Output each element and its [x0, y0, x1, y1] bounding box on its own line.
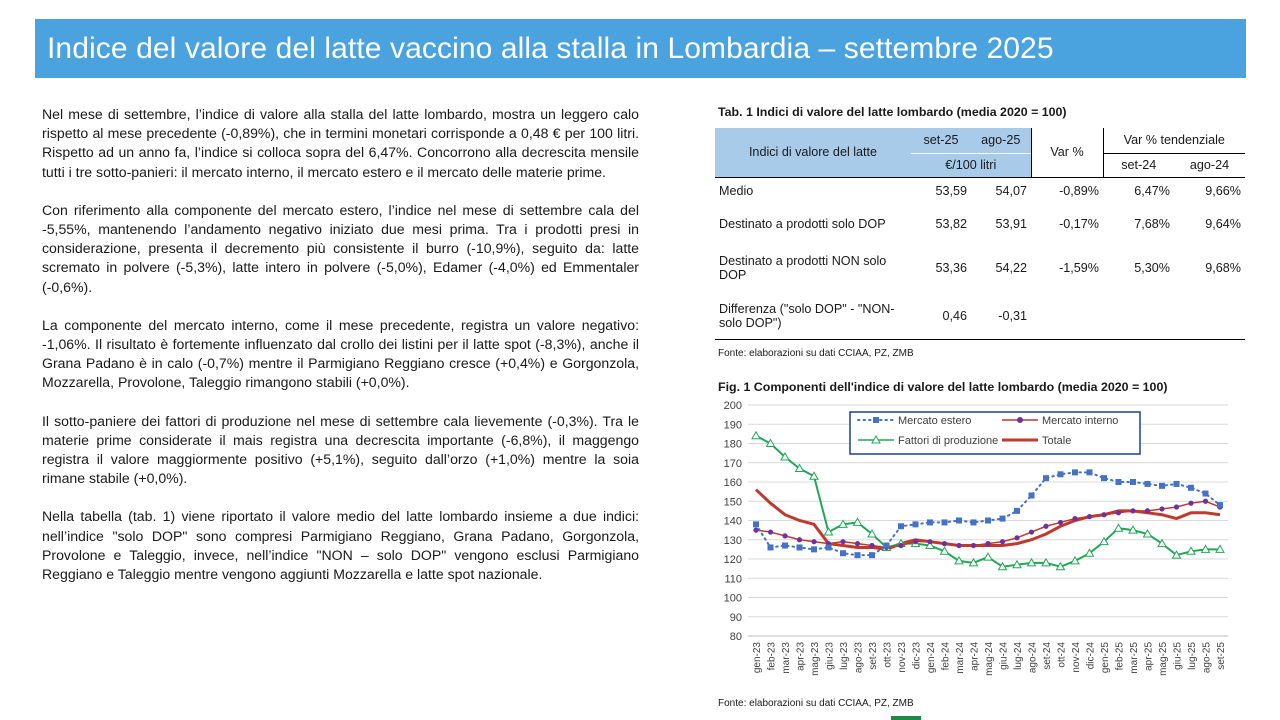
row-set24: 6,47% — [1134, 183, 1170, 198]
table-row — [715, 177, 1245, 204]
data-point — [1014, 535, 1019, 540]
data-point — [811, 539, 816, 544]
paragraph-domestic-market: La componente del mercato interno, come il mese precedente, registra un valore negativo: -1,06%. Il risultato è fortemente influenzato dal crollo dei listini per il latte spot (-8,3%), anche il Grana Padano è in calo (-0,7%) mentre il Parmigiano Reggiano cresce (+0,4%) e Gorgonzola, Mozzarella, Provolone, Taleggio rimangono stabili (+0,0%). — [42, 316, 639, 391]
x-tick-label: lug-23 — [839, 642, 850, 670]
row-set24: 5,30% — [1134, 261, 1170, 275]
x-tick-label: giu-25 — [1172, 642, 1184, 670]
row-label: Medio — [719, 183, 754, 198]
line-chart — [712, 397, 1240, 691]
data-point — [753, 521, 759, 527]
row-ago25: 54,07 — [995, 183, 1027, 198]
row-ago24: 9,66% — [1205, 183, 1241, 198]
figure-title: Fig. 1 Componenti dell'indice di valore del latte lombardo (media 2020 = 100) — [718, 380, 1168, 394]
x-tick-label: giu-24 — [998, 642, 1010, 670]
table-row — [715, 204, 1245, 243]
data-point — [840, 539, 845, 544]
data-point — [840, 550, 846, 556]
x-tick-label: ott-24 — [1056, 642, 1068, 668]
table-header-row-1 — [715, 128, 1245, 153]
x-tick-label: mar-24 — [955, 642, 966, 674]
x-tick-label: feb-24 — [940, 642, 952, 671]
data-point — [797, 544, 803, 550]
data-point — [1087, 514, 1092, 519]
row-label: Destinato a prodotti solo DOP — [719, 216, 886, 231]
row-ago24: 9,68% — [1205, 261, 1241, 275]
data-point — [1130, 508, 1135, 513]
data-point — [1014, 508, 1020, 514]
figure-source: Fonte: elaborazioni su dati CCIAA, PZ, ZMB — [718, 698, 914, 709]
footer-accent — [891, 716, 921, 720]
data-point — [782, 533, 787, 538]
y-tick-label: 170 — [723, 457, 742, 470]
x-tick-label: set-24 — [1042, 642, 1053, 670]
legend-marker — [873, 417, 879, 423]
row-set25: 0,46 — [942, 308, 967, 323]
data-point — [1188, 501, 1193, 506]
x-tick-label: gen-24 — [926, 642, 937, 674]
x-tick-label: mar-25 — [1129, 642, 1140, 674]
x-tick-label: feb-23 — [766, 642, 778, 671]
data-point — [1101, 512, 1106, 517]
x-tick-label: ott-23 — [882, 642, 894, 668]
table-header-label: Indici di valore del latte — [715, 128, 911, 177]
table-header-set24: set-24 — [1103, 153, 1174, 177]
row-ago24: 9,64% — [1205, 216, 1241, 231]
x-tick-label: apr-23 — [795, 642, 807, 671]
y-tick-label: 120 — [723, 554, 742, 566]
paragraph-foreign-market: Con riferimento alla componente del mercato estero, l’indice nel mese di settembre cala del -5,55%, mantenendo l’andamento negativo iniziato due mesi prima. Tra i prodotti presi in considerazione, presenta il decremento più consistente il burro (-10,9%), seguito da: latte scremato in polvere (-5,3%), latte intero in polvere (-5,0%), Edamer (-4,0%) ed Emmentaler (-0,6%). — [42, 201, 639, 295]
data-point — [971, 519, 977, 525]
x-tick-label: apr-24 — [969, 642, 981, 671]
data-point — [768, 544, 774, 550]
data-point — [927, 539, 932, 544]
x-tick-label: set-25 — [1216, 642, 1227, 670]
row-set25: 53,59 — [935, 183, 967, 198]
data-point — [1043, 524, 1048, 529]
table-header-set25: set-25 — [911, 128, 971, 153]
data-point — [1203, 499, 1208, 504]
data-point — [869, 552, 875, 558]
row-var — [1031, 293, 1103, 339]
data-point — [956, 543, 961, 548]
table-source: Fonte: elaborazioni su dati CCIAA, PZ, ZMB — [718, 348, 914, 359]
data-point — [855, 552, 861, 558]
row-ago24 — [1174, 293, 1245, 339]
series-mercato-interno — [753, 499, 1222, 550]
x-tick-label: mar-23 — [781, 642, 792, 674]
data-point — [1087, 469, 1093, 475]
data-point — [782, 543, 788, 549]
x-tick-label: dic-23 — [911, 642, 923, 670]
data-point — [752, 432, 760, 439]
data-point — [1116, 479, 1122, 485]
table-header-ago24: ago-24 — [1189, 158, 1230, 172]
legend-label: Mercato estero — [898, 415, 972, 427]
data-point — [826, 544, 832, 550]
data-point — [855, 541, 860, 546]
data-point — [913, 539, 918, 544]
row-set24: 7,68% — [1134, 216, 1170, 231]
text-column — [42, 105, 639, 603]
data-point — [1029, 529, 1034, 534]
x-tick-label: nov-23 — [897, 642, 908, 673]
data-point — [753, 528, 758, 533]
x-tick-label: ago-25 — [1201, 642, 1213, 674]
data-point — [1188, 485, 1194, 491]
data-point — [985, 541, 990, 546]
page-title: Indice del valore del latte vaccino alla stalla in Lombardia – settembre 2025 — [47, 31, 1054, 65]
y-tick-label: 150 — [723, 496, 742, 509]
data-point — [768, 529, 773, 534]
chart-legend — [850, 412, 1140, 454]
data-point — [913, 521, 919, 527]
x-tick-label: lug-25 — [1187, 642, 1198, 670]
data-point — [1000, 539, 1005, 544]
data-point — [984, 553, 992, 560]
x-tick-label: gen-25 — [1100, 642, 1111, 674]
y-tick-label: 130 — [723, 534, 742, 547]
row-set25: 53,36 — [935, 261, 967, 275]
row-label: Destinato a prodotti NON solo DOP — [719, 254, 887, 282]
table-header-unit: €/100 litri — [911, 153, 1031, 177]
paragraph-summary: Nel mese di settembre, l’indice di valore alla stalla del latte lombardo, mostra un leggero calo rispetto al mese precedente (-0,89%), che in termini monetari corrisponde a 0,48 € per 100 litri. Rispetto ad un anno fa, l’indice si colloca sopra del 6,47%. Concorrono alla decrescita mensile tutti i tre sotto-panieri: il mercato interno, il mercato estero e il mercato delle materie prime. — [42, 106, 639, 180]
data-point — [869, 543, 874, 548]
data-point — [985, 518, 991, 524]
data-point — [898, 543, 903, 548]
paragraph-production-factors: Il sotto-paniere dei fattori di produzione nel mese di settembre cala lievemente (-0,3%). Tra le materie prime considerate il mais registra una decrescita importante (-6,8%), il maggengo registra il valore maggiormente positivo (+5,1%), seguito dall’orzo (+1,0%) mentre la soia rimane stabile (+0,0%). — [42, 412, 639, 487]
data-point — [884, 543, 890, 549]
x-tick-label: mag-23 — [810, 642, 821, 676]
row-var: -0,89% — [1059, 183, 1099, 198]
x-tick-label: feb-25 — [1114, 642, 1126, 671]
data-point — [811, 546, 817, 552]
data-point — [1217, 502, 1223, 508]
x-tick-label: mag-24 — [984, 642, 995, 676]
data-point — [971, 543, 976, 548]
data-point — [1101, 475, 1107, 481]
table-header-var: Var % — [1031, 128, 1103, 177]
row-set25: 53,82 — [935, 216, 967, 231]
x-tick-label: nov-24 — [1071, 642, 1082, 673]
x-tick-label: ago-24 — [1027, 642, 1039, 674]
data-point — [1145, 508, 1150, 513]
row-var: -1,59% — [1059, 261, 1099, 275]
data-point — [1159, 483, 1165, 489]
data-point — [1072, 516, 1077, 521]
table-header-ago25: ago-25 — [971, 128, 1031, 153]
y-tick-label: 100 — [723, 592, 742, 605]
row-label: Differenza ("solo DOP" - "NON-solo DOP") — [719, 301, 895, 330]
table-header-var-tend: Var % tendenziale — [1103, 128, 1245, 153]
paragraph-table-note: Nella tabella (tab. 1) viene riportato il valore medio del latte lombardo insieme a due indici: nell’indice "solo DOP" sono compresi Parmigiano Reggiano, Grana Padano, Gorgonzola, Provolone e Taleggio, invece, nell’indice "NON – solo DOP" vengono esclusi Parmigiano Reggiano e Taleggio mentre vengono aggiunti Mozzarella e latte spot nazionale. — [42, 508, 639, 583]
data-point — [1116, 510, 1121, 515]
row-var: -0,17% — [1059, 216, 1099, 231]
x-tick-label: giu-23 — [824, 642, 836, 670]
data-point — [1043, 475, 1049, 481]
data-point — [1058, 520, 1063, 525]
y-tick-label: 140 — [723, 515, 742, 528]
y-tick-label: 190 — [723, 419, 742, 432]
data-point — [927, 519, 933, 525]
y-tick-label: 200 — [723, 400, 742, 412]
y-tick-label: 160 — [723, 477, 742, 489]
x-tick-label: ago-23 — [853, 642, 865, 674]
y-tick-label: 110 — [724, 573, 742, 586]
row-set24 — [1103, 293, 1174, 339]
row-ago25: -0,31 — [998, 308, 1027, 323]
row-ago25: 54,22 — [995, 261, 1027, 275]
row-ago25: 53,91 — [995, 216, 1027, 231]
data-point — [1145, 481, 1151, 487]
x-tick-label: set-23 — [868, 642, 879, 670]
y-tick-label: 90 — [729, 611, 742, 624]
x-tick-label: apr-25 — [1143, 642, 1155, 671]
data-point — [1000, 516, 1006, 522]
x-tick-label: mag-25 — [1158, 642, 1169, 676]
legend-label: Mercato interno — [1042, 415, 1119, 427]
data-point — [1029, 492, 1035, 498]
legend-label: Totale — [1042, 435, 1072, 447]
data-point — [942, 541, 947, 546]
y-tick-label: 80 — [729, 631, 742, 643]
table-row — [715, 243, 1245, 293]
data-point — [1159, 506, 1164, 511]
title-banner — [35, 19, 1246, 78]
legend-label: Fattori di produzione — [898, 435, 999, 447]
x-tick-label: dic-24 — [1085, 642, 1097, 670]
data-point — [1203, 491, 1209, 497]
data-point — [1130, 479, 1136, 485]
x-tick-label: lug-24 — [1013, 642, 1024, 670]
data-point — [942, 519, 948, 525]
y-tick-label: 180 — [723, 438, 742, 451]
table-title: Tab. 1 Indici di valore del latte lombardo (media 2020 = 100) — [718, 105, 1067, 119]
data-point — [1174, 481, 1180, 487]
legend-marker — [1017, 417, 1023, 423]
data-point — [1058, 471, 1064, 477]
table-row — [715, 293, 1245, 339]
x-tick-label: gen-23 — [752, 642, 763, 674]
value-index-table — [715, 128, 1245, 340]
data-point — [898, 523, 904, 529]
data-point — [956, 518, 962, 524]
data-point — [1072, 469, 1078, 475]
data-point — [1174, 504, 1179, 509]
data-point — [797, 537, 802, 542]
